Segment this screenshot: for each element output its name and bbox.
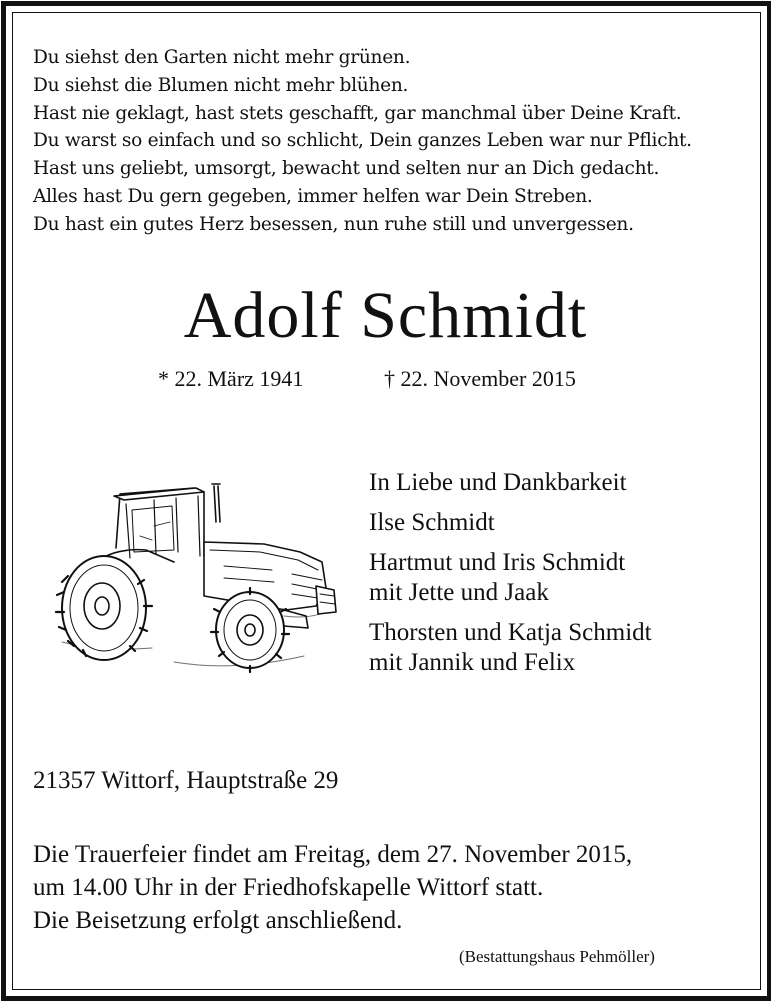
poem-line: Alles hast Du gern gegeben, immer helfen war Dein Streben. [33,185,593,207]
poem-line: Du hast ein gutes Herz besessen, nun ruhe still und unvergessen. [33,213,634,235]
mourner-group [369,508,652,538]
poem-line: Du warst so einfach und so schlicht, Dein ganzes Leben war nur Pflicht. [33,130,692,152]
address: 21357 Wittorf, Hauptstraße 29 [33,767,339,794]
birth-date: * 22. März 1941 [158,366,304,391]
death-date: † 22. November 2015 [384,366,576,391]
tractor-icon [54,466,344,676]
mourner-group [369,618,652,678]
poem-line: Du siehst den Garten nicht mehr grünen. [33,47,411,68]
poem-line: Hast uns geliebt, umsorgt, bewacht und selten nur an Dich gedacht. [33,158,660,180]
mourner-line: Ilse Schmidt [369,509,495,536]
poem-line: Du siehst die Blumen nicht mehr blühen. [33,74,409,96]
undertaker-credit: (Bestattungshaus Pehmöller) [459,947,655,966]
ceremony-line: um 14.00 Uhr in der Friedhofskapelle Wittorf statt. [33,874,544,901]
mourner-line: Thorsten und Katja Schmidt [369,619,652,646]
poem-line: Hast nie geklagt, hast stets geschafft, gar manchmal über Deine Kraft. [33,102,682,124]
ceremony-line: Die Trauerfeier findet am Freitag, dem 27. November 2015, [33,841,633,868]
mourner-line: mit Jannik und Felix [369,649,576,676]
mourner-group [369,548,652,608]
mourners-intro: In Liebe und Dankbarkeit [369,469,627,496]
ceremony-line: Die Beisetzung erfolgt anschließend. [33,907,403,934]
mourner-line: Hartmut und Iris Schmidt [369,549,626,576]
ceremony-notice [33,838,632,937]
mourner-line: mit Jette und Jaak [369,579,549,606]
deceased-name: Adolf Schmidt [183,279,588,352]
mourners [369,468,652,688]
poem [33,44,692,239]
